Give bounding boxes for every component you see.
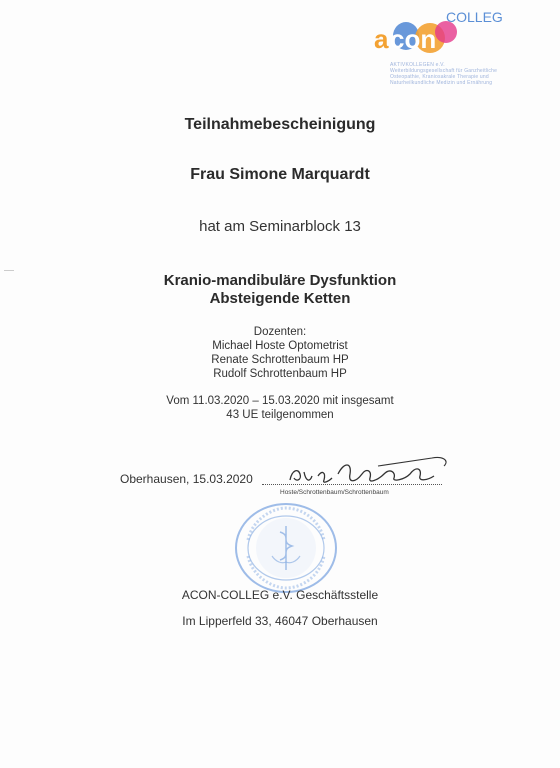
dates-line-1: Vom 11.03.2020 – 15.03.2020 mit insgesamt <box>166 395 394 407</box>
footer-address: Im Lipperfeld 33, 46047 Oberhausen <box>182 614 378 628</box>
dates-line-2: 43 UE teilgenommen <box>226 409 334 421</box>
footer-organization: ACON-COLLEG e.V. Geschäftsstelle <box>181 588 379 602</box>
logo-subtitle-line: Weiterbildungsgesellschaft für Ganzheitliche <box>390 68 498 74</box>
course-title-line-1: Kranio-mandibuläre Dysfunktion <box>163 272 397 289</box>
acon-colleg-logo <box>370 8 550 100</box>
official-stamp <box>232 500 340 596</box>
lecturer-item: Rudolf Schrottenbaum HP <box>213 368 347 380</box>
logo-graphic <box>370 8 550 64</box>
participant-name: Frau Simone Marquardt <box>190 166 370 183</box>
place-date: Oberhausen, 15.03.2020 <box>120 472 253 486</box>
scan-edge-mark <box>4 270 14 271</box>
logo-colleg: COLLEG <box>446 9 503 25</box>
lecturer-item: Michael Hoste Optometrist <box>212 340 348 352</box>
logo-con: con <box>390 24 437 54</box>
logo-subtitle-line: Naturheilkundliche Medizin und Ernährung <box>390 80 493 86</box>
logo-subtitle-line: AKTIVKOLLEGEN e.V. <box>390 62 445 68</box>
logo-subtitle <box>390 62 497 86</box>
signature-caption: Hoste/Schrottenbaum/Schrottenbaum <box>280 489 389 496</box>
lecturers-label: Dozenten: <box>253 326 307 338</box>
lecturer-item: Renate Schrottenbaum HP <box>211 354 349 366</box>
certificate-title: Teilnahmebescheinigung <box>184 116 376 133</box>
logo-subtitle-line: Osteopathie, Kraniosakrale Therapie und <box>390 74 489 80</box>
seminar-line: hat am Seminarblock 13 <box>199 218 361 235</box>
course-title-line-2: Absteigende Ketten <box>209 290 351 307</box>
handwritten-signature <box>282 452 462 492</box>
logo-letter-a: a <box>374 24 389 54</box>
